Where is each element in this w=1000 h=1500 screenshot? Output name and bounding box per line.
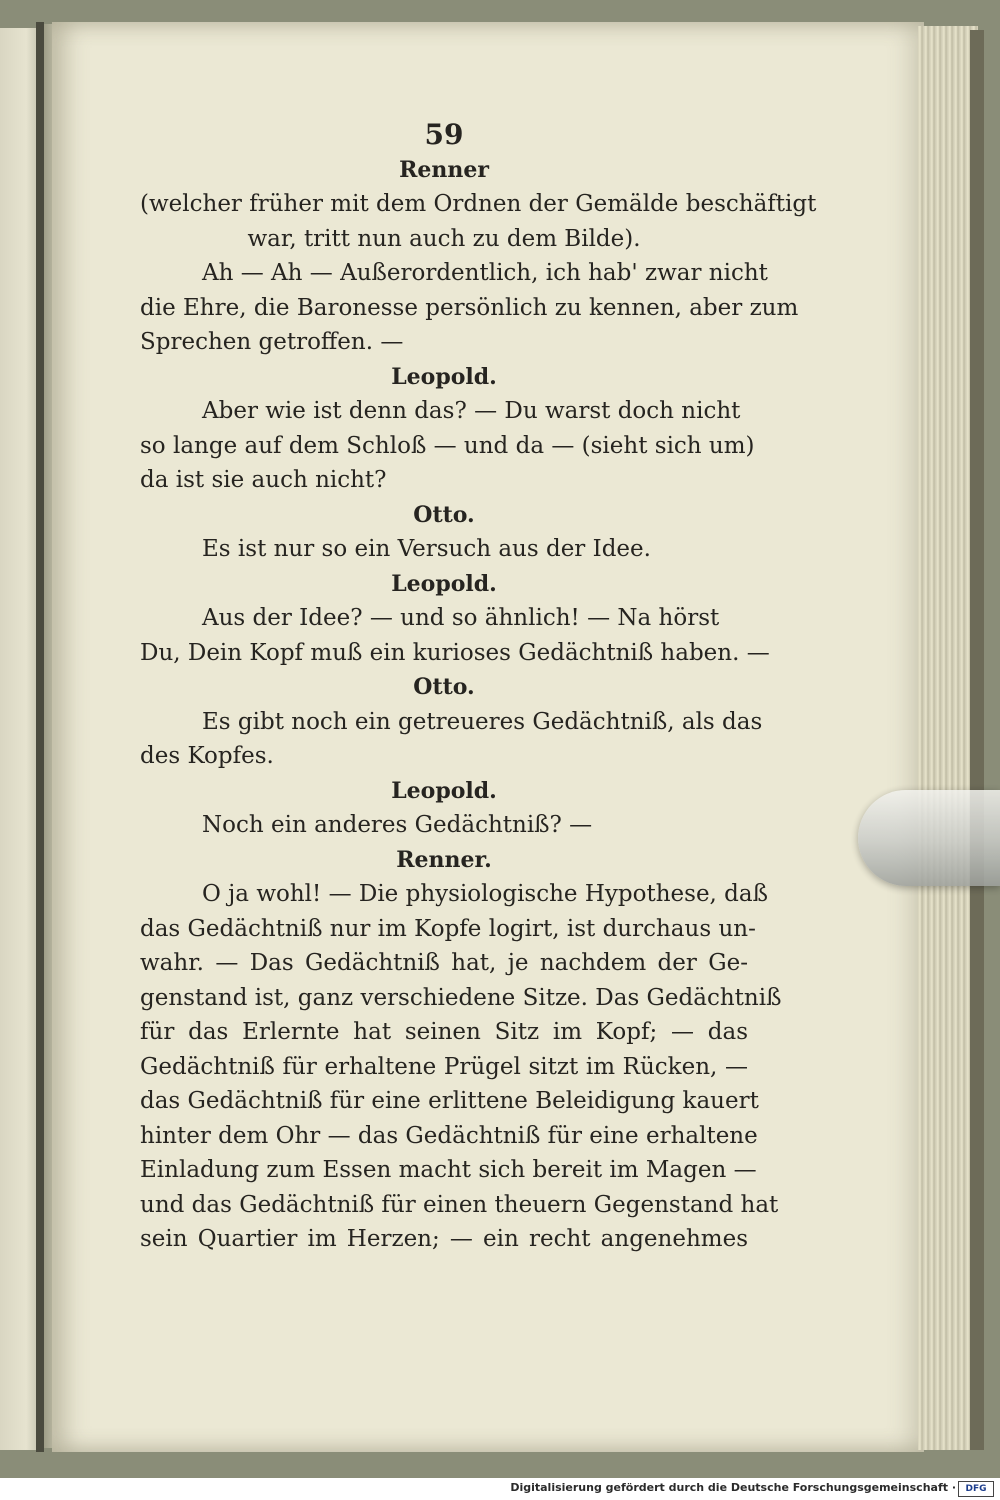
body-lines	[140, 153, 817, 1257]
dfg-logo-icon: DFG	[958, 1481, 994, 1497]
digitization-credit: Digitalisierung gefördert durch die Deutsche Forschungsgemeinschaft ·	[510, 1481, 956, 1494]
text-line: wahr. — Das Gedächtniß hat, je nachdem der Ge-	[140, 950, 748, 976]
text-line: Ah — Ah — Außerordentlich, ich hab' zwar nicht	[202, 260, 768, 286]
text-line: sein Quartier im Herzen; — ein recht angenehmes	[140, 1226, 748, 1252]
right-cover-edge	[970, 30, 984, 1450]
text-line: Es gibt noch ein getreueres Gedächtniß, als das	[202, 708, 763, 735]
page-edges	[918, 26, 978, 1450]
text-line: Aber wie ist denn das? — Du warst doch nicht	[202, 398, 741, 424]
text-line: hinter dem Ohr — das Gedächtniß für eine erhaltene	[140, 1122, 758, 1149]
text-line: war, tritt nun auch zu dem Bilde).	[247, 225, 641, 252]
text-line: Sprechen getroffen. —	[140, 329, 404, 355]
text-line: des Kopfes.	[140, 743, 274, 769]
speaker-name: Leopold.	[391, 363, 497, 390]
speaker-name: Renner.	[396, 846, 492, 873]
speaker-name: Otto.	[413, 674, 475, 700]
text-line: Du, Dein Kopf muß ein kurioses Gedächtniß haben. —	[140, 639, 770, 666]
page-clip	[858, 790, 1000, 886]
speaker-name: Leopold.	[391, 777, 497, 804]
text-line: das Gedächtniß nur im Kopfe logirt, ist durchaus un-	[140, 915, 756, 942]
text-line: und das Gedächtniß für einen theuern Gegenstand hat	[140, 1191, 779, 1218]
text-line: (welcher früher mit dem Ordnen der Gemälde beschäftigt	[140, 191, 817, 217]
speaker-name: Leopold.	[391, 570, 497, 597]
text-line: das Gedächtniß für eine erlittene Beleidigung kauert	[140, 1088, 759, 1114]
page-text	[140, 118, 817, 1257]
speaker-name: Otto.	[413, 501, 475, 528]
text-line: für das Erlernte hat seinen Sitz im Kopf; — das	[140, 1019, 748, 1045]
speaker-name: Renner	[399, 156, 489, 183]
text-line: so lange auf dem Schloß — und da — (sieht sich um)	[140, 432, 755, 459]
text-line: die Ehre, die Baronesse persönlich zu kennen, aber zum	[140, 294, 799, 321]
text-line: Einladung zum Essen macht sich bereit im Magen —	[140, 1157, 757, 1183]
text-line: Gedächtniß für erhaltene Prügel sitzt im Rücken, —	[140, 1053, 748, 1080]
text-line: da ist sie auch nicht?	[140, 467, 387, 493]
text-line: Es ist nur so ein Versuch aus der Idee.	[202, 536, 651, 562]
text-line: Noch ein anderes Gedächtniß? —	[202, 812, 593, 838]
text-line: O ja wohl! — Die physiologische Hypothese, daß	[202, 881, 768, 907]
text-line: Aus der Idee? — und so ähnlich! — Na hörst	[202, 605, 720, 631]
page-number: 59	[424, 118, 464, 151]
text-line: genstand ist, ganz verschiedene Sitze. Das Gedächtniß	[140, 984, 782, 1011]
left-cover-edge	[36, 22, 44, 1452]
